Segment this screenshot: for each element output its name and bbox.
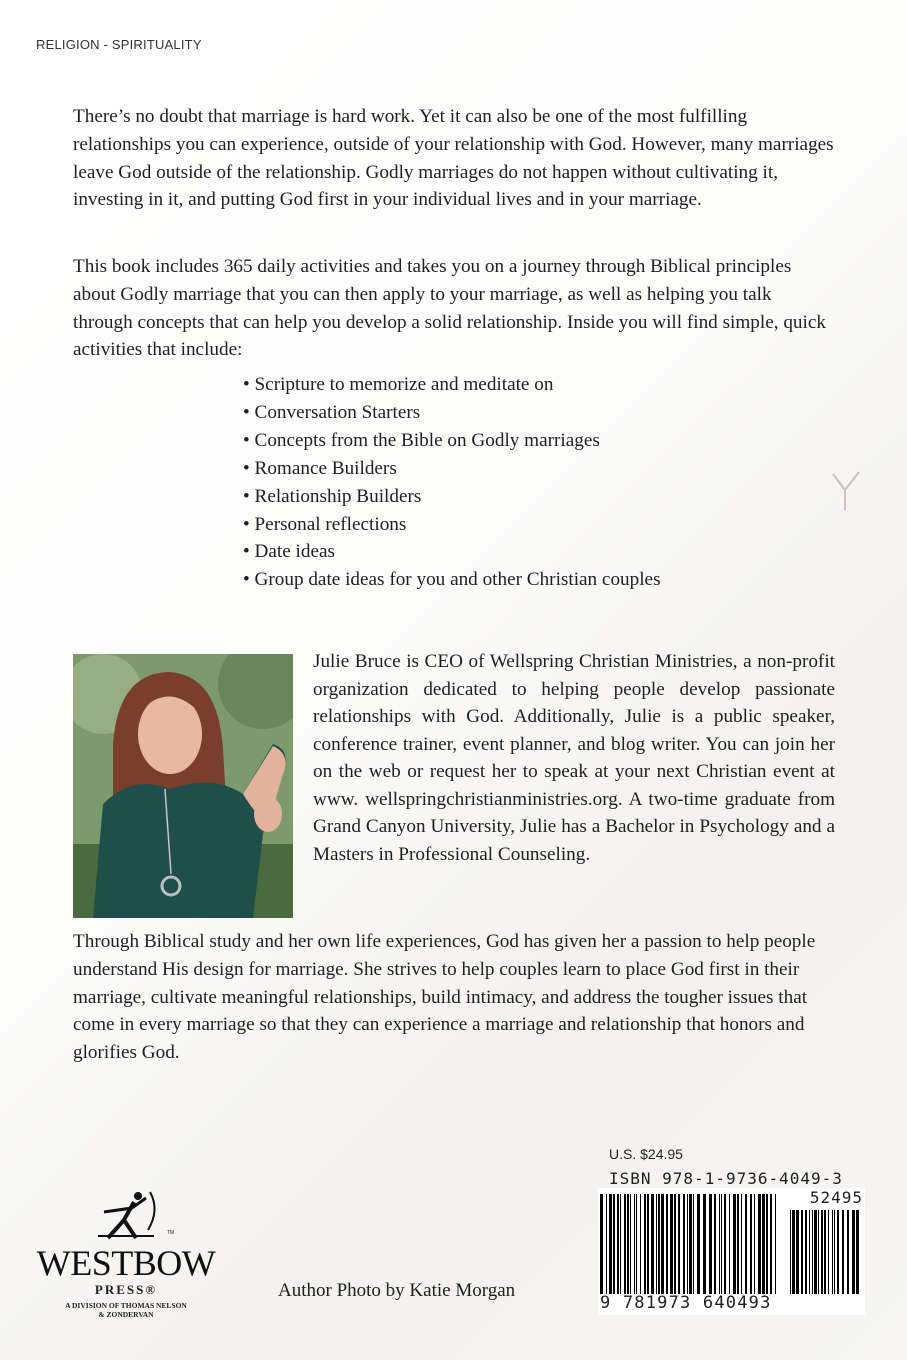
barcode-bar bbox=[613, 1194, 615, 1294]
barcode-bar bbox=[745, 1194, 747, 1294]
activity-list bbox=[243, 371, 661, 594]
barcode-bar bbox=[821, 1210, 823, 1294]
barcode-bar bbox=[832, 1210, 833, 1294]
list-item: • Date ideas bbox=[243, 538, 661, 566]
barcode-bar bbox=[624, 1194, 626, 1294]
barcode-bar bbox=[733, 1194, 736, 1294]
isbn-label: ISBN 978-1-9736-4049-3 bbox=[609, 1169, 843, 1188]
barcode-bar bbox=[714, 1194, 716, 1294]
author-mission-paragraph: Through Biblical study and her own life experiences, God has given her a passion to help people understand His design for marriage. She strives to help couples learn to place God first in their marriage, cultivate meaningful relationships, build intimacy, and address the tougher issues that come in every marriage so that they can experience a marriage and relationship that honors and glorifies God. bbox=[73, 931, 816, 1064]
barcode-bar bbox=[600, 1194, 603, 1294]
barcode-bar bbox=[721, 1194, 722, 1294]
list-item: • Scripture to memorize and meditate on bbox=[243, 371, 661, 399]
barcode-bar bbox=[814, 1210, 817, 1294]
barcode-bar bbox=[856, 1210, 859, 1294]
ean-barcode bbox=[600, 1194, 778, 1294]
barcode-bar bbox=[658, 1194, 660, 1294]
barcode-bar bbox=[824, 1210, 826, 1294]
barcode-bar bbox=[640, 1194, 641, 1294]
barcode-bar bbox=[656, 1194, 657, 1294]
barcode-bar bbox=[709, 1194, 712, 1294]
publisher-logo bbox=[36, 1190, 216, 1330]
barcode-bar bbox=[636, 1194, 637, 1294]
barcode-bar bbox=[678, 1194, 680, 1294]
author-bio: Julie Bruce is CEO of Wellspring Christian Ministries, a non-profit organization dedicated to helping people develop passionate relationships with God. Additionally, Julie is a public speaker, conference trainer, event planner, and blog writer. You can join her on the web or request her to speak at your next Christian event at www. wellspringchristianministries.org. A two-time graduate from Grand Canyon University, Julie has a Bachelor in Psychology and a Masters in Professional Counseling. bbox=[313, 651, 835, 865]
price-label: U.S. $24.95 bbox=[609, 1146, 683, 1162]
barcode-bar bbox=[651, 1194, 654, 1294]
decorative-branch bbox=[815, 460, 875, 510]
barcode-bar bbox=[775, 1194, 776, 1294]
barcode-bar bbox=[729, 1194, 730, 1294]
barcode-bar bbox=[812, 1210, 813, 1294]
publisher-press: PRESS® bbox=[94, 1282, 158, 1297]
barcode-bar bbox=[750, 1194, 752, 1294]
book-description-paragraph: This book includes 365 daily activities and takes you on a journey through Biblical principles about Godly marriage that you can then apply to your marriage, as well as helping you talk through concepts that can help you develop a solid relationship. Inside you will find simple, quick activities that include: bbox=[73, 256, 826, 361]
barcode-bar bbox=[842, 1210, 844, 1294]
list-item: • Group date ideas for you and other Christian couples bbox=[243, 566, 661, 594]
barcode-bar bbox=[737, 1194, 739, 1294]
barcode-bar bbox=[687, 1194, 688, 1294]
barcode-bar bbox=[670, 1194, 673, 1294]
barcode-bar bbox=[666, 1194, 668, 1294]
barcode-bar bbox=[719, 1194, 720, 1294]
barcode-bar bbox=[689, 1194, 692, 1294]
category-label: RELIGION - SPIRITUALITY bbox=[36, 37, 202, 52]
list-item: • Relationship Builders bbox=[243, 483, 661, 511]
addon-barcode bbox=[790, 1210, 862, 1294]
barcode-bar bbox=[834, 1210, 835, 1294]
barcode-bar bbox=[847, 1210, 849, 1294]
publisher-division: A DIVISION OF THOMAS NELSON & ZONDERVAN bbox=[65, 1301, 187, 1319]
barcode-addon-digits: 52495 bbox=[809, 1188, 863, 1207]
barcode-bar bbox=[683, 1194, 685, 1294]
barcode bbox=[598, 1188, 865, 1315]
list-item: • Personal reflections bbox=[243, 511, 661, 539]
barcode-digits: 9 781973 640493 bbox=[600, 1293, 772, 1313]
barcode-bar bbox=[627, 1194, 629, 1294]
list-item: • Concepts from the Bible on Godly marriages bbox=[243, 427, 661, 455]
barcode-bar bbox=[809, 1210, 810, 1294]
barcode-bar bbox=[606, 1194, 607, 1294]
barcode-bar bbox=[620, 1194, 621, 1294]
barcode-bar bbox=[609, 1194, 612, 1294]
barcode-bar bbox=[828, 1210, 829, 1294]
barcode-bar bbox=[661, 1194, 664, 1294]
barcode-bar bbox=[693, 1194, 694, 1294]
barcode-bar bbox=[758, 1194, 761, 1294]
photo-credit: Author Photo by Katie Morgan bbox=[278, 1280, 516, 1301]
barcode-bar bbox=[852, 1210, 855, 1294]
barcode-bar bbox=[790, 1210, 791, 1294]
barcode-bar bbox=[674, 1194, 676, 1294]
barcode-bar bbox=[805, 1210, 807, 1294]
barcode-bar bbox=[741, 1194, 742, 1294]
barcode-bar bbox=[762, 1194, 765, 1294]
barcode-bar bbox=[647, 1194, 649, 1294]
barcode-bar bbox=[818, 1210, 819, 1294]
barcode-bar bbox=[796, 1210, 799, 1294]
publisher-name: WESTBOW bbox=[36, 1243, 216, 1283]
barcode-bar bbox=[837, 1210, 839, 1294]
trademark-mark: TM bbox=[167, 1230, 175, 1236]
archer-logo-icon bbox=[94, 1190, 164, 1245]
list-item: • Conversation Starters bbox=[243, 399, 661, 427]
barcode-bar bbox=[754, 1194, 755, 1294]
barcode-bar bbox=[703, 1194, 706, 1294]
intro-paragraph: There’s no doubt that marriage is hard work. Yet it can also be one of the most fulfilling relationships you can experience, outside of your relationship with God. However, many marriages leave God outside of the relationship. Godly marriages do not happen without cultivating it, investing in it, and putting God first in your individual lives and in your marriage. bbox=[73, 106, 834, 211]
barcode-bar bbox=[801, 1210, 803, 1294]
barcode-bar bbox=[770, 1194, 772, 1294]
barcode-bar bbox=[630, 1194, 631, 1294]
author-photo bbox=[73, 654, 293, 918]
barcode-bar bbox=[724, 1194, 726, 1294]
list-item: • Romance Builders bbox=[243, 455, 661, 483]
barcode-bar bbox=[634, 1194, 635, 1294]
barcode-bar bbox=[697, 1194, 700, 1294]
barcode-bar bbox=[644, 1194, 646, 1294]
barcode-bar bbox=[617, 1194, 619, 1294]
barcode-bar bbox=[766, 1194, 768, 1294]
barcode-bar bbox=[792, 1210, 795, 1294]
